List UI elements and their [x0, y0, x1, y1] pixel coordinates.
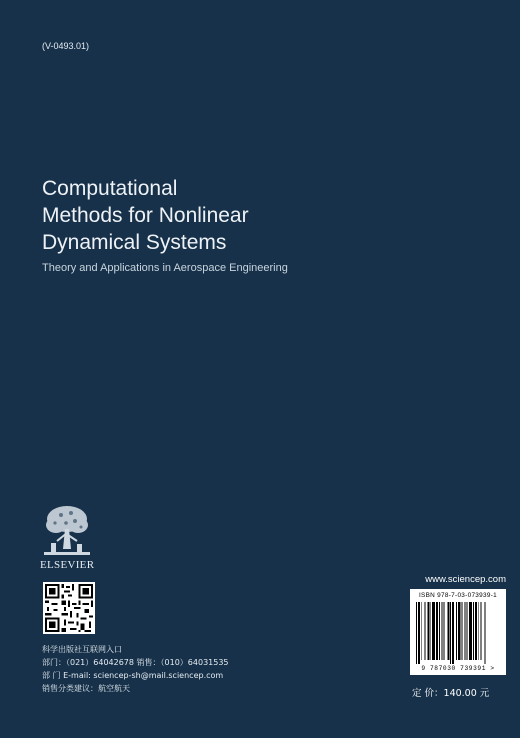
portal-line: 科学出版社互联网入口 [42, 645, 122, 654]
isbn-label: ISBN 978-7-03-073939-1 [418, 592, 497, 599]
publisher-logo-text: ELSEVIER [40, 559, 95, 571]
catalog-code: (V-0493.01) [42, 41, 90, 51]
phone-line: 部门：（021）64042678 销售：（010）64031535 [42, 658, 229, 667]
barcode-bars-icon [416, 602, 500, 664]
isbn-barcode [410, 589, 506, 675]
book-subtitle: Theory and Applications in Aerospace Engineering [42, 262, 288, 274]
title-line: Computational [42, 177, 178, 200]
qr-code-icon [43, 582, 95, 634]
category-line: 销售分类建议：航空航天 [42, 684, 130, 693]
book-title [42, 175, 249, 256]
price-label: 定 价：140.00 元 [412, 688, 490, 699]
title-line: Dynamical Systems [42, 231, 227, 254]
website-url: www.sciencep.com [425, 574, 506, 585]
barcode-digits: 9 787030 739391 > [421, 665, 495, 672]
email-line: 部 门 E-mail: sciencep-sh@mail.sciencep.com [42, 671, 224, 680]
publisher-info [42, 643, 229, 695]
title-line: Methods for Nonlinear [42, 204, 249, 227]
elsevier-tree-logo-icon [41, 503, 93, 559]
